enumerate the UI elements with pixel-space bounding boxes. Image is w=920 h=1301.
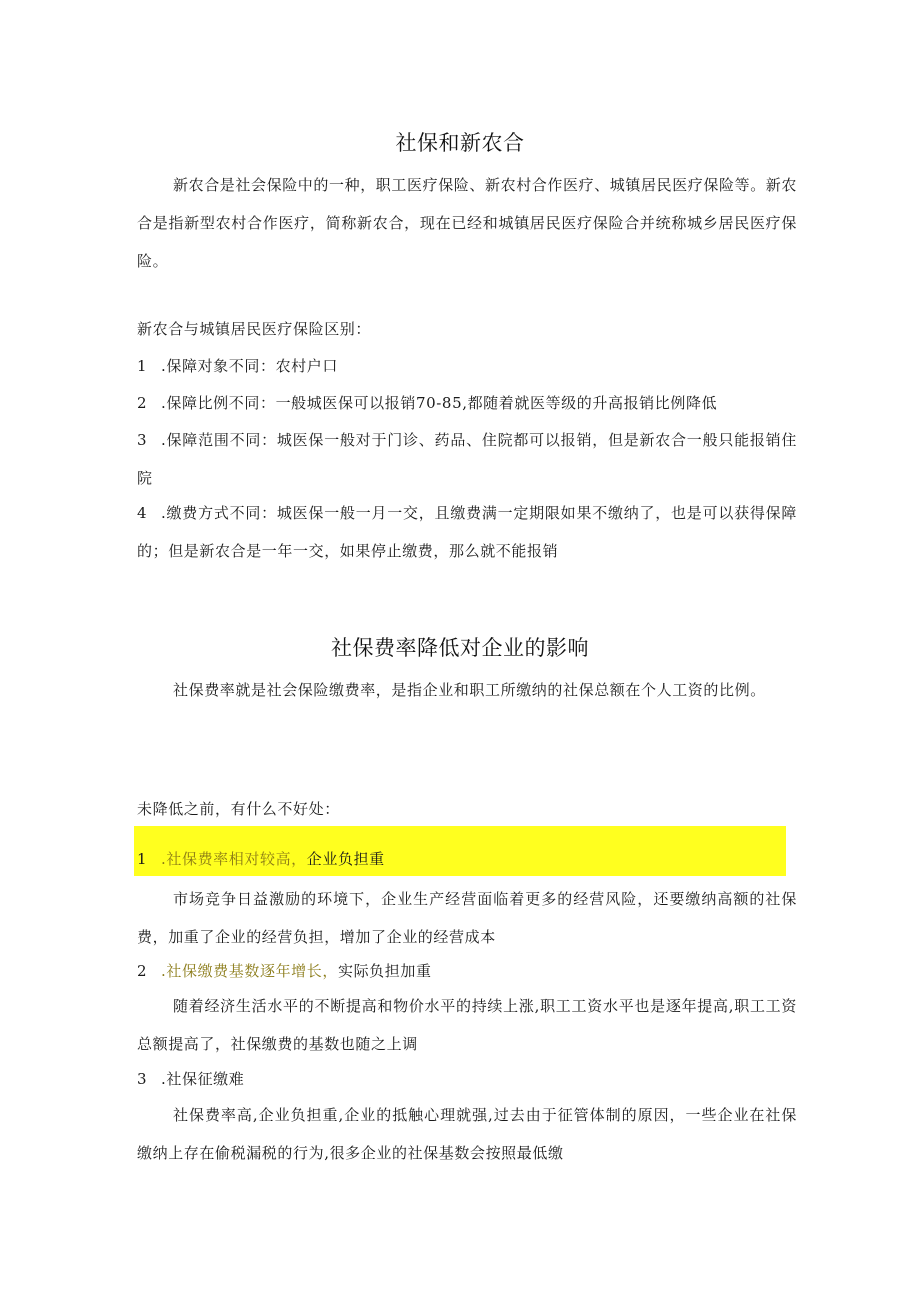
point-heading — [137, 952, 797, 990]
section-title-social-insurance: 社保和新农合 — [395, 131, 525, 155]
section-title-rate-impact: 社保费率降低对企业的影响 — [331, 636, 589, 660]
before-heading: 未降低之前，有什么不好处： — [137, 800, 340, 818]
point-number: 3 — [137, 1070, 148, 1088]
list-item-text: .保障范围不同：城医保一般对于门诊、药品、住院都可以报销，但是新农合一般只能报销住院 — [137, 431, 797, 487]
point-heading — [137, 840, 797, 878]
list-item — [137, 494, 797, 570]
list-item-text: .保障比例不同：一般城医保可以报销70-85,都随着就医等级的升高报销比例降低 — [161, 394, 718, 412]
list-item-number: 2 — [137, 394, 148, 412]
point-body: 随着经济生活水平的不断提高和物价水平的持续上涨,职工工资水平也是逐年提高,职工工资总额提高了，社保缴费的基数也随之上调 — [137, 997, 797, 1053]
list-item-number: 3 — [137, 431, 148, 449]
point-body: 市场竞争日益激励的环境下，企业生产经营面临着更多的经营风险，还要缴纳高额的社保费，加重了企业的经营负担，增加了企业的经营成本 — [137, 890, 797, 946]
list-item — [137, 384, 797, 422]
point-heading — [137, 1060, 797, 1098]
point-label-tail: 实际负担加重 — [337, 962, 432, 980]
point-label: .社保缴费基数逐年增长， — [161, 962, 338, 980]
list-item — [137, 421, 797, 497]
point-number: 1 — [137, 850, 148, 868]
point-label-tail: 企业负担重 — [306, 850, 385, 868]
difference-heading: 新农合与城镇居民医疗保险区别： — [137, 320, 372, 338]
point-body: 社保费率高,企业负担重,企业的抵触心理就强,过去由于征管体制的原因，一些企业在社保缴纳上存在偷税漏税的行为,很多企业的社保基数会按照最低缴 — [137, 1106, 797, 1162]
list-item — [137, 347, 797, 385]
point-number: 2 — [137, 962, 148, 980]
rate-intro-paragraph: 社保费率就是社会保险缴费率，是指企业和职工所缴纳的社保总额在个人工资的比例。 — [173, 681, 766, 699]
list-item-text: .缴费方式不同：城医保一般一月一交，且缴费满一定期限如果不缴纳了，也是可以获得保障的；但是新农合是一年一交，如果停止缴费，那么就不能报销 — [137, 504, 797, 560]
point-label: .社保征缴难 — [161, 1070, 245, 1088]
list-item-number: 4 — [137, 504, 148, 522]
list-item-number: 1 — [137, 357, 148, 375]
intro-paragraph: 新农合是社会保险中的一种，职工医疗保险、新农村合作医疗、城镇居民医疗保险等。新农合是指新型农村合作医疗，简称新农合，现在已经和城镇居民医疗保险合并统称城乡居民医疗保险。 — [137, 176, 798, 270]
point-label: .社保费率相对较高， — [161, 850, 307, 868]
list-item-text: .保障对象不同：农村户口 — [161, 357, 338, 375]
